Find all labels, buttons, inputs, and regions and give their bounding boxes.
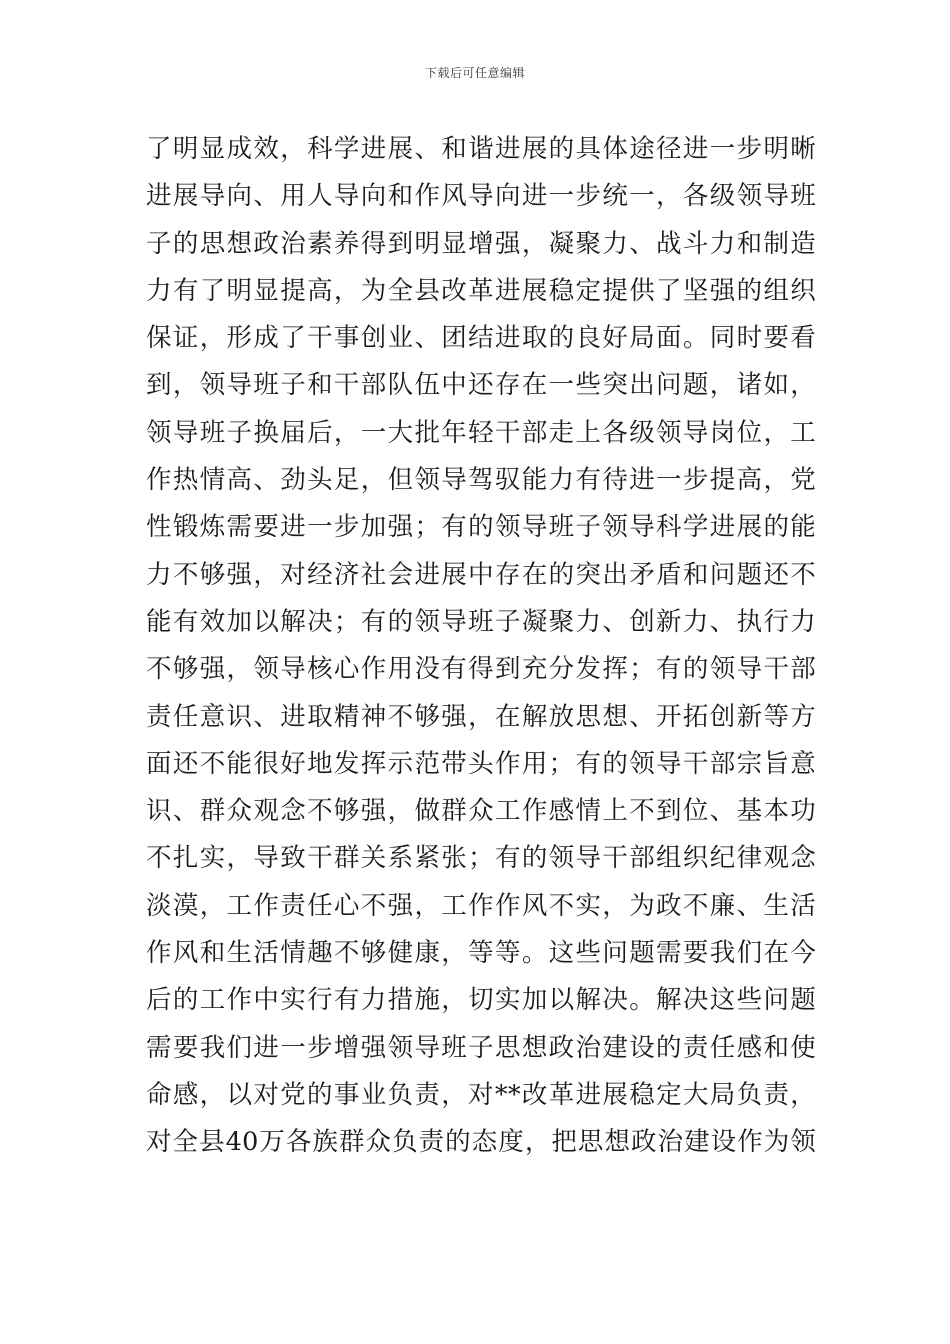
text-line-5: 保证，形成了干事创业、团结进取的良好局面。同时要看: [146, 323, 816, 354]
text-line-17: 淡漠，工作责任心不强，工作作风不实，为政不廉、生活: [146, 890, 816, 921]
text-line-22: 对全县40万各族群众负责的态度，把思想政治建设作为领: [146, 1127, 816, 1158]
text-line-12: 不够强，领导核心作用没有得到充分发挥；有的领导干部: [146, 654, 816, 685]
text-line-9: 性锻炼需要进一步加强；有的领导班子领导科学进展的能: [146, 512, 816, 543]
text-line-2: 进展导向、用人导向和作风导向进一步统一，各级领导班: [146, 181, 816, 212]
text-line-6: 到，领导班子和干部队伍中还存在一些突出问题，诸如，: [146, 370, 816, 401]
text-line-15: 识、群众观念不够强，做群众工作感情上不到位、基本功: [146, 796, 816, 827]
text-line-3: 子的思想政治素养得到明显增强，凝聚力、战斗力和制造: [146, 228, 816, 259]
header-note: 下载后可任意编辑: [424, 66, 525, 80]
text-line-16: 不扎实，导致干群关系紧张；有的领导干部组织纪律观念: [146, 843, 816, 874]
text-line-4: 力有了明显提高，为全县改革进展稳定提供了坚强的组织: [146, 275, 816, 306]
text-line-20: 需要我们进一步增强领导班子思想政治建设的责任感和使: [146, 1032, 816, 1063]
text-line-11: 能有效加以解决；有的领导班子凝聚力、创新力、执行力: [146, 606, 816, 637]
text-line-18: 作风和生活情趣不够健康，等等。这些问题需要我们在今: [146, 938, 816, 969]
text-line-19: 后的工作中实行有力措施，切实加以解决。解决这些问题: [146, 985, 816, 1016]
text-line-10: 力不够强，对经济社会进展中存在的突出矛盾和问题还不: [146, 559, 816, 590]
body-text: [146, 126, 816, 1167]
text-line-13: 责任意识、进取精神不够强，在解放思想、开拓创新等方: [146, 701, 816, 732]
text-line-21: 命感，以对党的事业负责，对**改革进展稳定大局负责，: [146, 1079, 816, 1110]
text-line-1: 了明显成效，科学进展、和谐进展的具体途径进一步明晰: [146, 134, 816, 164]
text-line-8: 作热情高、劲头足，但领导驾驭能力有待进一步提高，党: [146, 465, 816, 496]
text-line-14: 面还不能很好地发挥示范带头作用；有的领导干部宗旨意: [146, 748, 816, 779]
text-line-7: 领导班子换届后，一大批年轻干部走上各级领导岗位，工: [146, 417, 816, 448]
